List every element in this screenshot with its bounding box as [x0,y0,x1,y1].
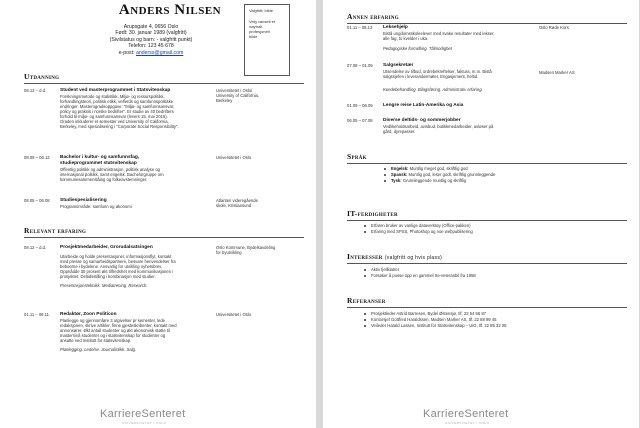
location-line: Berkeley [216,98,233,103]
email-label: e-post: [118,49,135,56]
section-title-other: Annen erfaring [347,12,399,21]
phone: Telefon: 123 45 678 [128,43,174,50]
entry-date: 06.05 – 07.08 [347,118,373,123]
section-divider [347,163,627,164]
section-title-work: Relevant erfaring [24,226,87,235]
entry-title: Diverse deltids- og sommerjobber [383,118,461,123]
language-level: Grunnleggende muntlig og skriftlig [402,178,467,183]
entry-location [216,88,259,103]
entry-line: Utarbeide og holde presentasjoner, informasjonsflyt, kontakt [60,253,172,259]
other-entry [347,118,627,140]
entry-skills: Presentasjonsteknikk. Mediatrening. Research. [60,282,148,288]
logo-subtitle: UNIVERSITETET I OSLO [122,421,167,425]
logo-subtitle: UNIVERSITETET I OSLO [445,421,490,425]
entry-location [216,312,251,317]
section-divider [347,263,627,264]
section-title-references: Referanser [347,296,386,305]
entry-location [216,245,275,255]
list-item: Aktiv fjellklatrer [363,267,476,273]
location-line: Universitetet i Oslo [216,155,252,160]
entry-line: Offentlig politikk og administrasjon, politisk analyse og [60,166,161,172]
list-item: Erfaring med SPSS, Photoshop og noe webpublisering [363,229,473,235]
entry-line: redaksjonen, skrive artikler, finne gjesteskribenter, kontakt med [60,322,177,328]
photo-note: Velg vanselt et [249,19,276,24]
entry-line: Utsendelse av tilbud, ordrebekreftelser, faktura, m.m. Bistå [383,68,492,74]
entry-line: Bistå ungdomsskoleelever med svake resultater med lekser, [383,30,495,36]
work-entry [24,245,304,305]
entry-line: alle fag, to kvelder i uka. [383,35,429,41]
photo-note: profesjonelt [249,29,270,34]
entry-title: Studiespesialisering [60,198,107,203]
interests-title: Interesser [347,252,383,261]
entry-location [539,70,575,75]
entry-line: endringer. Masterogradsoppgave: "Miljø- og samfunnsansvar, [60,103,175,109]
photo-note: Valgfritt: bilde [249,8,273,13]
language-level: Muntlig meget god, skriftlig god [409,166,468,171]
education-entry [24,88,304,148]
entry-date: 01.09 – 06.09 [347,103,373,108]
entry-title: studieprogrammet statsvitenskap [60,160,137,166]
location-line: Oslo Kommune, Bydelsavdeling [216,245,276,250]
entry-location [216,155,251,160]
language-level: Muntlig god, leser godt, skriftlig grunnleggende [408,172,496,177]
entry-line: salgssjefen i leverandørmøter. Engasjement, heltid. [383,73,479,79]
section-divider [347,220,627,221]
email-link[interactable]: anderss@gmail.com [135,49,184,56]
entry-date: 08.09 – 06.12 [24,155,50,160]
location-line: Oslo Røde Kors [539,25,569,30]
entry-title: Redaktør, Zoon Politicon [60,312,117,317]
karrieresenteret-logo [100,408,186,425]
logo-text: KarriereSenteret [100,408,186,420]
other-entry [347,25,627,61]
education-entry [24,155,304,195]
entry-line: ansatte ved Institutt for statsvitenskap. [60,337,132,343]
language-name: Tysk: [391,178,402,183]
entry-date: 08.05 – 06.08 [24,198,50,203]
karrieresenteret-logo [423,408,509,425]
entry-line: med presse og samarbeidspartnere, besvare henvendelser fra [60,258,176,264]
entry-line: Berkeley, med spesialisering i "Corporate Social Responsibility". [60,123,179,129]
entry-line: prosjektet. Deltidsstilling i kombinasjon med studier. [60,273,156,279]
entry-skills: Kundebehandling. Bilagsføring. Administrativ erfaring. [383,86,483,92]
entry-title: Lengre reise Latin-Amerika og Asia [383,103,464,108]
entry-line: Vedlikeholdsarbeid, avisbud, butikkmedarbeider, avløser på [383,123,494,129]
entry-line: forhold til miljø- og samfunnsansvar (levers 15. mai 2015). [60,113,168,119]
entry-line: internasjonal politikk, samt engelsk. Bachelorgruppe om [60,171,164,177]
section-title-it: IT-ferdigheter [347,209,398,218]
list-item: Erfaren bruker av vanlige dataverktøy (Office-pakken) [363,223,473,229]
entry-line: masternivå studenter og i statsvitenskap for studenter og [60,332,166,338]
list-item: Kontorsjef Gottfred Haraldssen, Madsen Marker AS, tlf. 22 88 99 45 [363,317,506,323]
section-divider [24,83,304,84]
language-name: Engelsk: [391,166,409,171]
entry-line: Oppnådde 30 prosent økt tilfredshet med kommunikasjonen i [60,268,174,274]
interests-subtitle: (valgfritt og hvis plass) [384,255,443,261]
entry-line: forhandlingsteori, politisk etikk, velferds og samfunnspolitiske [60,98,174,104]
section-title-education: Utdanning [24,72,60,81]
entry-date: 08.13 – d.d. [24,88,47,93]
photo-note: bilde [249,34,258,39]
location-line: Madsen Marker AS [539,70,575,75]
entry-date: 01.11 – 08.11 [24,312,49,317]
civil-status: (Sivilstatus og barn: - valgfritt punkt) [109,36,193,43]
entry-location [216,198,258,208]
cv-page-1 [0,0,316,428]
entry-line: Forskningsmetode og statistikk, Miljø- og ressurspolitikk, [60,93,165,99]
location-line: University of California, [216,93,260,98]
location-line: for byutvikling [216,250,242,255]
location-line: Atlanten videregående [216,198,258,203]
entry-date: 01.11 – 08.13 [347,25,373,30]
language-name: Spansk: [391,172,408,177]
other-entry [347,103,627,113]
photo-note: nøytralt [249,24,263,29]
it-skills-list [363,223,473,235]
entry-title: Leksehjelp [383,25,408,30]
list-item: Prosjektleder Astrid Barresen, Bydel Østensjø, tlf. 22 54 56 87 [363,311,506,317]
section-title-interests [347,252,442,261]
entry-line: policy og praksis i norske bedrifter". Er studie av 40 bedrifters [60,108,174,114]
interests-list [363,267,476,279]
email-row [96,50,206,56]
entry-location [539,25,569,30]
entry-line: gård, dyrepasser. [383,128,416,134]
photo-placeholder [244,4,290,76]
address: Arupsgate 4, 0656 Oslo [123,24,179,30]
entry-line: Programområde: samfunn og økonomi [60,203,132,209]
logo-text: KarriereSenteret [423,408,509,420]
location-line: Universitetet i Oslo/ [216,88,253,93]
work-entry [24,312,304,372]
list-item: Veileder Harald Lassen, Institutt for Statsvitenskap – UiO, tlf. 22 85 32 08 [363,323,506,329]
section-divider [347,307,627,308]
entry-line: annonsører. Økt antall studenter og økt økonomisk støtte til [60,327,170,333]
entry-skills: Pedagogiske formidling. Tålmodighet [383,45,452,51]
entry-line: beboerne i bydelene. Ansvarlig for utvikling nyhetsbrev. [60,263,163,269]
entry-title: Prosjektmedarbeider, Grorudalsatsingen [60,245,153,250]
list-item: Forsøker å pusse opp en gammel tre-veteranbil fra 1958 [363,273,476,279]
other-entry [347,63,627,99]
section-divider [24,237,304,238]
location-line: Universitetet i Oslo [216,312,252,317]
section-divider [347,23,627,24]
entry-title: Salgsekretær [383,63,414,68]
entry-title: Bachelor i kultur- og samfunnsfag, [60,155,140,160]
entry-date: 07.08 – 01.09 [347,63,373,68]
entry-skills: Planlegging. Ledelse. Journalistikk. Salg. [60,346,137,352]
list-item [383,178,495,184]
location-line: skole, Kristiansund [216,203,252,208]
entry-date: 08.12 – d.d. [24,245,47,250]
entry-line: Graden inkluderer et semester ved University of California, [60,118,169,124]
section-title-languages: Språk [347,152,367,161]
entry-line: kommunesammenslåing og folkeavstemninger. [60,176,148,182]
entry-line: Planlegge og gjennomføre 3 utgivelser pr semester, lede [60,317,165,323]
languages-list [383,166,495,184]
entry-title: Student ved masterprogrammet i Statsvitenskap [60,88,171,93]
education-entry [24,198,304,218]
cv-name: Anders Nilsen [118,2,222,18]
contact-block [96,24,206,56]
references-list [363,311,506,329]
birth-date: Født: 30. januar 1989 (valgfritt) [115,30,187,37]
cv-page-2 [323,0,639,428]
